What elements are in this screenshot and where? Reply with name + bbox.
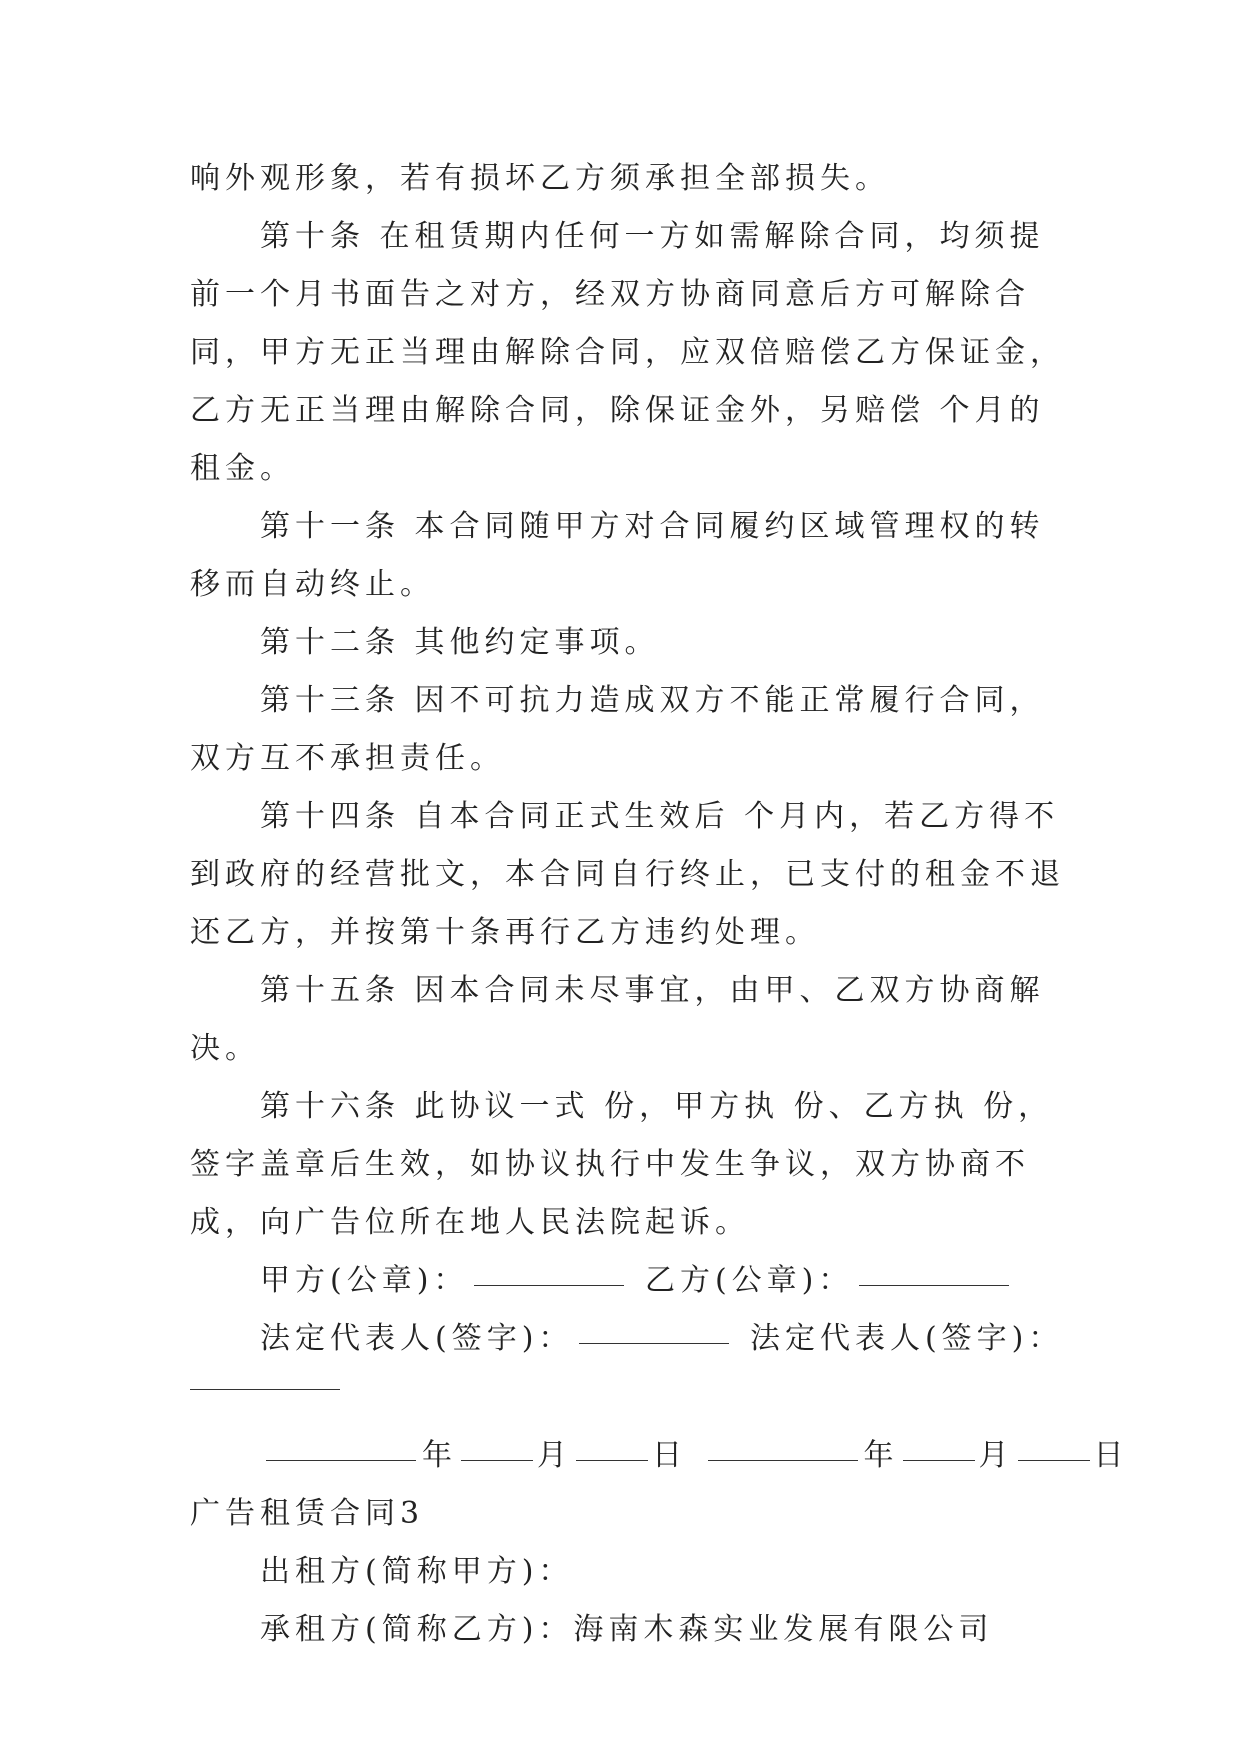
date-line bbox=[190, 1427, 1129, 1485]
clause-12: 第十二条 其他约定事项。 bbox=[260, 625, 660, 660]
year-b-label: 年 bbox=[863, 1438, 899, 1473]
clause-11: 第十一条 本合同随甲方对合同履约区域管理权的转移而自动终止。 bbox=[190, 509, 1045, 602]
paragraph-continuation: 响外观形象，若有损坏乙方须承担全部损失。 bbox=[190, 161, 890, 196]
seal-line bbox=[190, 1252, 1065, 1310]
month-a-label: 月 bbox=[537, 1438, 572, 1473]
rep-b-label: 法定代表人(签字)： bbox=[749, 1321, 1064, 1356]
year-a-label: 年 bbox=[422, 1438, 457, 1473]
party-b-seal-blank bbox=[859, 1284, 1009, 1286]
rep-a-blank bbox=[579, 1342, 729, 1344]
year-b-blank bbox=[708, 1459, 858, 1461]
party-b-seal-label: 乙方(公章)： bbox=[644, 1263, 854, 1298]
lessee-line: 承租方(简称乙方)：海南木森实业发展有限公司 bbox=[260, 1612, 994, 1647]
clause-14: 第十四条 自本合同正式生效后 个月内，若乙方得不到政府的经营批文，本合同自行终止，已支付的租金不退还乙方，并按第十条再行乙方违约处理。 bbox=[190, 799, 1065, 950]
day-b-blank bbox=[1018, 1459, 1090, 1461]
rep-a-label: 法定代表人(签字)： bbox=[260, 1321, 574, 1356]
section-title: 广告租赁合同3 bbox=[190, 1496, 425, 1531]
year-a-blank bbox=[266, 1459, 416, 1461]
day-a-blank bbox=[576, 1459, 648, 1461]
clause-13: 第十三条 因不可抗力造成双方不能正常履行合同，双方互不承担责任。 bbox=[190, 683, 1045, 776]
day-b-label: 日 bbox=[1093, 1438, 1129, 1473]
month-b-label: 月 bbox=[978, 1438, 1014, 1473]
month-b-blank bbox=[903, 1459, 975, 1461]
representative-line bbox=[190, 1310, 1065, 1368]
clause-16: 第十六条 此协议一式 份，甲方执 份、乙方执 份，签字盖章后生效，如协议执行中发生争议，双方协商不成，向广告位所在地人民法院起诉。 bbox=[190, 1089, 1054, 1240]
lessor-line: 出租方(简称甲方)： bbox=[260, 1554, 574, 1589]
clause-10: 第十条 在租赁期内任何一方如需解除合同，均须提前一个月书面告之对方，经双方协商同意后方可解除合同，甲方无正当理由解除合同，应双倍赔偿乙方保证金，乙方无正当理由解除合同，除保证金外，另赔偿 个月的租金。 bbox=[190, 219, 1065, 486]
clause-15: 第十五条 因本合同未尽事宜，由甲、乙双方协商解决。 bbox=[190, 973, 1045, 1066]
rep-b-blank bbox=[190, 1388, 340, 1390]
party-a-seal-label: 甲方(公章)： bbox=[260, 1263, 469, 1298]
document-body bbox=[190, 150, 1129, 1659]
party-a-seal-blank bbox=[474, 1284, 624, 1286]
day-a-label: 日 bbox=[652, 1438, 687, 1473]
month-a-blank bbox=[461, 1459, 533, 1461]
